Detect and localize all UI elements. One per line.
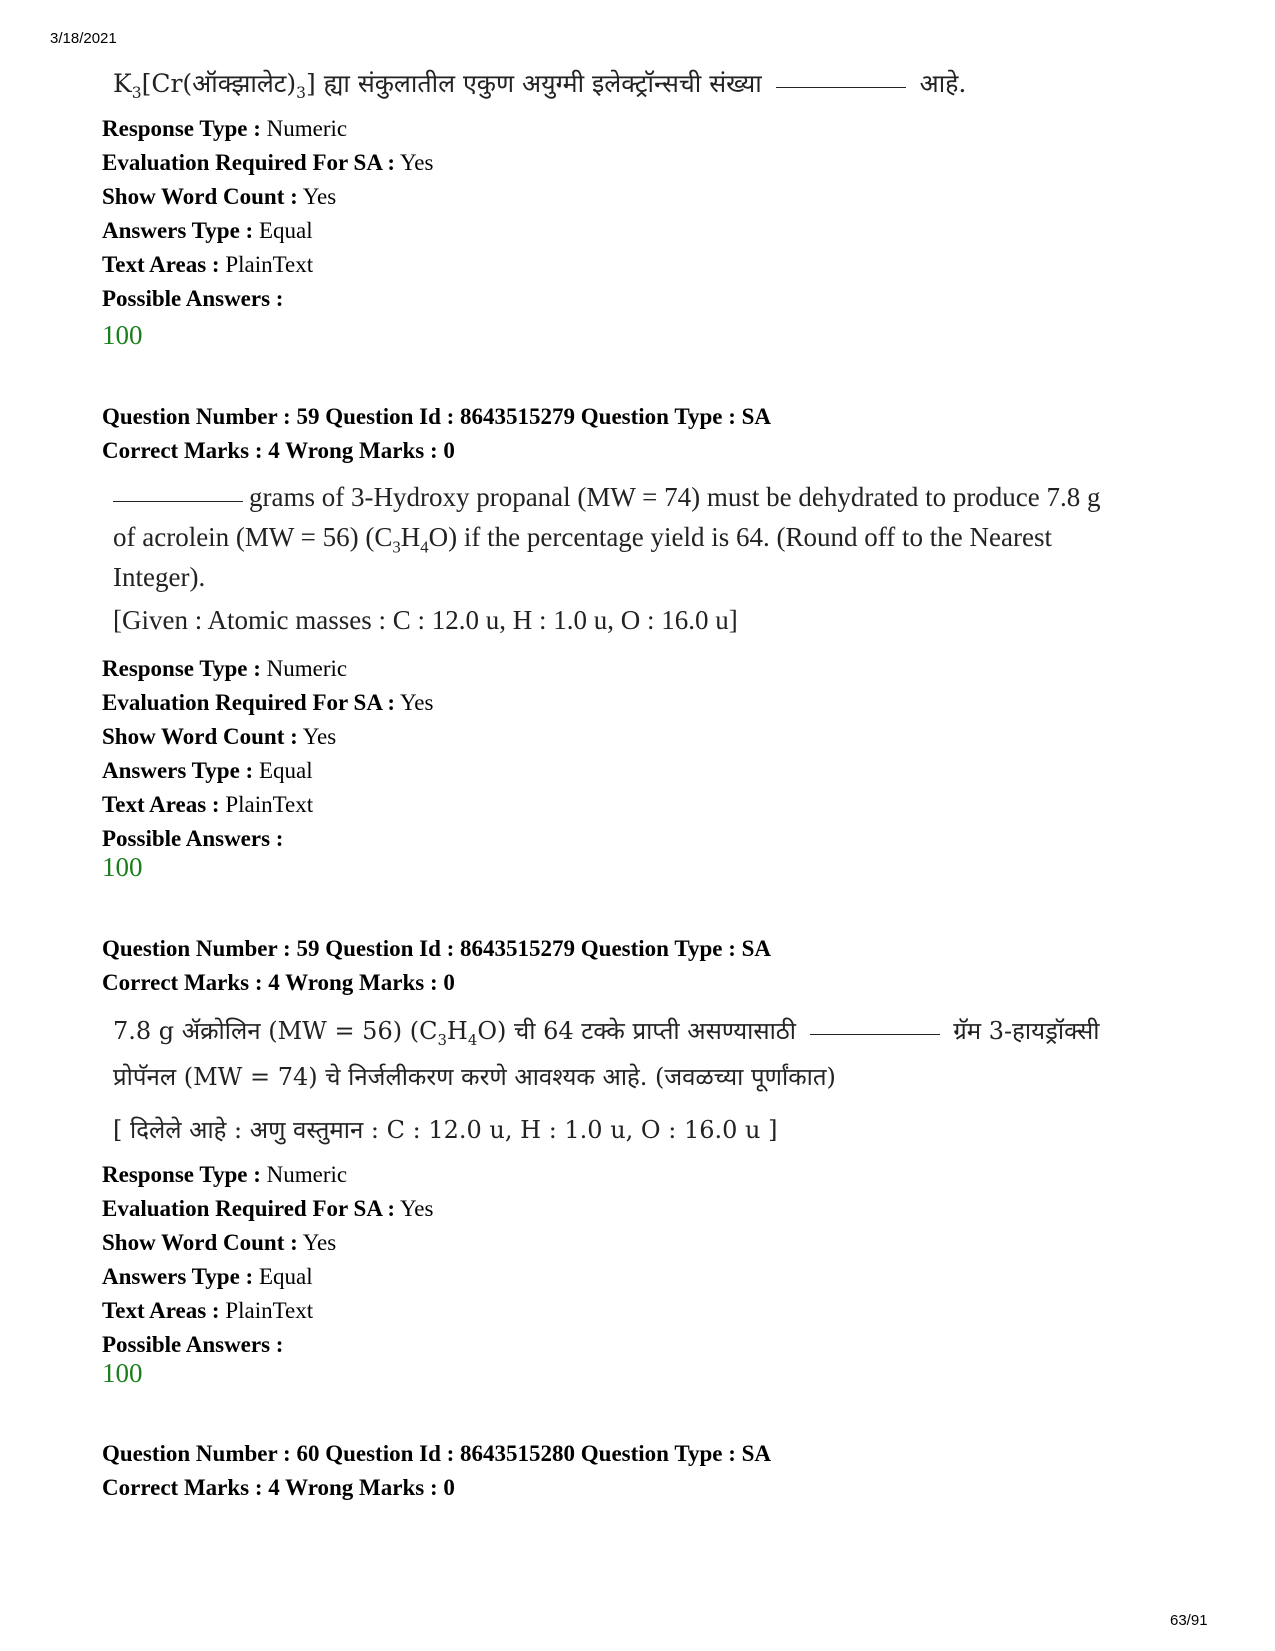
- possible-answer: 100: [102, 320, 143, 350]
- field-value: Yes: [302, 724, 337, 749]
- wrong-marks: 0: [443, 970, 455, 995]
- question-stem-line: प्रोपॅनल (MW = 74) चे निर्जलीकरण करणे आवश्यक आहे. (जवळच्या पूर्णांकात): [113, 1063, 836, 1091]
- field-label: Evaluation Required For SA :: [102, 690, 396, 715]
- field-label: Question Number :: [102, 404, 291, 429]
- field-label: Possible Answers :: [102, 286, 284, 311]
- field-value: Equal: [258, 1264, 313, 1289]
- question-stem-line: Integer).: [113, 562, 206, 592]
- given-data: [Given : Atomic masses : C : 12.0 u, H : 1.0 u, O : 16.0 u]: [113, 605, 738, 635]
- question-header: [102, 1437, 771, 1505]
- question-header: [102, 400, 771, 468]
- answer-blank: [810, 1033, 940, 1035]
- wrong-marks: 0: [443, 1475, 455, 1500]
- field-label: Question Number :: [102, 1441, 291, 1466]
- field-label: Response Type :: [102, 656, 261, 681]
- field-label: Text Areas :: [102, 1298, 220, 1323]
- field-label: Question Number :: [102, 936, 291, 961]
- field-label: Question Id :: [325, 1441, 455, 1466]
- field-label: Question Type :: [580, 1441, 736, 1466]
- question-type: SA: [741, 404, 772, 429]
- question-type: SA: [741, 1441, 772, 1466]
- stem-text: 7.8 g ॲक्रोलिन (MW = 56) (C: [113, 1017, 438, 1045]
- field-label: Wrong Marks :: [285, 970, 438, 995]
- correct-marks: 4: [268, 438, 280, 463]
- print-date: 3/18/2021: [50, 30, 117, 47]
- stem-subscript: 3: [437, 1030, 447, 1049]
- field-label: Question Type :: [580, 404, 736, 429]
- field-value: Yes: [400, 690, 434, 715]
- field-value: Yes: [400, 1196, 434, 1221]
- question-type: SA: [741, 936, 772, 961]
- field-label: Response Type :: [102, 1162, 261, 1187]
- stem-text: ग्रॅम 3-हायड्रॉक्सी: [953, 1017, 1100, 1045]
- stem-text: [Cr(ऑक्झालेट): [141, 69, 297, 98]
- field-label: Correct Marks :: [102, 438, 263, 463]
- field-label: Correct Marks :: [102, 1475, 263, 1500]
- field-label: Text Areas :: [102, 252, 220, 277]
- field-label: Text Areas :: [102, 792, 220, 817]
- field-value: Equal: [258, 218, 313, 243]
- field-label: Show Word Count :: [102, 1230, 298, 1255]
- stem-text: H: [400, 522, 421, 552]
- field-label: Wrong Marks :: [285, 1475, 438, 1500]
- question-meta: [102, 1158, 433, 1362]
- stem-text: H: [446, 1017, 468, 1045]
- field-label: Evaluation Required For SA :: [102, 150, 396, 175]
- field-value: Equal: [258, 758, 313, 783]
- question-id: 8643515279: [460, 936, 576, 961]
- field-label: Answers Type :: [102, 758, 254, 783]
- field-label: Show Word Count :: [102, 184, 298, 209]
- stem-text: आहे.: [919, 69, 967, 98]
- field-label: Correct Marks :: [102, 970, 263, 995]
- field-label: Possible Answers :: [102, 826, 284, 851]
- stem-subscript: 3: [392, 537, 401, 557]
- field-label: Answers Type :: [102, 218, 254, 243]
- question-stem-marathi: [113, 66, 966, 102]
- stem-text: of acrolein (MW = 56) (C: [113, 522, 393, 552]
- question-id: 8643515280: [460, 1441, 576, 1466]
- field-value: Numeric: [266, 116, 348, 141]
- answer-blank: [113, 500, 243, 502]
- field-value: PlainText: [225, 1298, 314, 1323]
- wrong-marks: 0: [443, 438, 455, 463]
- stem-text: K: [113, 69, 132, 98]
- question-stem-line: [113, 1014, 1099, 1049]
- given-data: [ दिलेले आहे : अणु वस्तुमान : C : 12.0 u, H : 1.0 u, O : 16.0 u ]: [113, 1116, 778, 1144]
- question-id: 8643515279: [460, 404, 576, 429]
- field-value: Numeric: [266, 1162, 348, 1187]
- question-number: 60: [296, 1441, 320, 1466]
- question-number: 59: [296, 936, 320, 961]
- stem-text: grams of 3-Hydroxy propanal (MW = 74) must be dehydrated to produce 7.8 g: [249, 482, 1101, 512]
- field-label: Question Type :: [580, 936, 736, 961]
- field-value: Numeric: [266, 656, 348, 681]
- stem-subscript: 3: [296, 84, 307, 102]
- field-label: Answers Type :: [102, 1264, 254, 1289]
- question-meta: [102, 652, 433, 856]
- field-label: Evaluation Required For SA :: [102, 1196, 396, 1221]
- possible-answer: 100: [102, 1358, 143, 1388]
- stem-subscript: 4: [467, 1030, 478, 1049]
- field-label: Wrong Marks :: [285, 438, 438, 463]
- field-value: Yes: [302, 184, 337, 209]
- possible-answer: 100: [102, 852, 143, 882]
- question-header: [102, 932, 771, 1000]
- field-label: Response Type :: [102, 116, 261, 141]
- answer-blank: [776, 86, 906, 88]
- field-label: Possible Answers :: [102, 1332, 284, 1357]
- question-stem-line: [113, 482, 1101, 513]
- field-label: Question Id :: [325, 936, 455, 961]
- question-number: 59: [296, 404, 320, 429]
- stem-text: O) ची 64 टक्के प्राप्ती असण्यासाठी: [477, 1017, 796, 1045]
- field-label: Show Word Count :: [102, 724, 298, 749]
- stem-subscript: 3: [131, 84, 142, 102]
- stem-subscript: 4: [420, 537, 429, 557]
- page-number: 63/91: [1170, 1612, 1208, 1629]
- question-meta: [102, 112, 433, 316]
- field-value: Yes: [400, 150, 434, 175]
- question-stem-line: [113, 522, 1052, 557]
- field-label: Question Id :: [325, 404, 455, 429]
- field-value: PlainText: [225, 792, 314, 817]
- correct-marks: 4: [268, 970, 280, 995]
- stem-text: ] ह्या संकुलातील एकुण अयुग्मी इलेक्ट्रॉन्सची संख्या: [306, 69, 762, 98]
- field-value: PlainText: [225, 252, 314, 277]
- correct-marks: 4: [268, 1475, 280, 1500]
- stem-text: O) if the percentage yield is 64. (Round off to the Nearest: [428, 522, 1052, 552]
- field-value: Yes: [302, 1230, 337, 1255]
